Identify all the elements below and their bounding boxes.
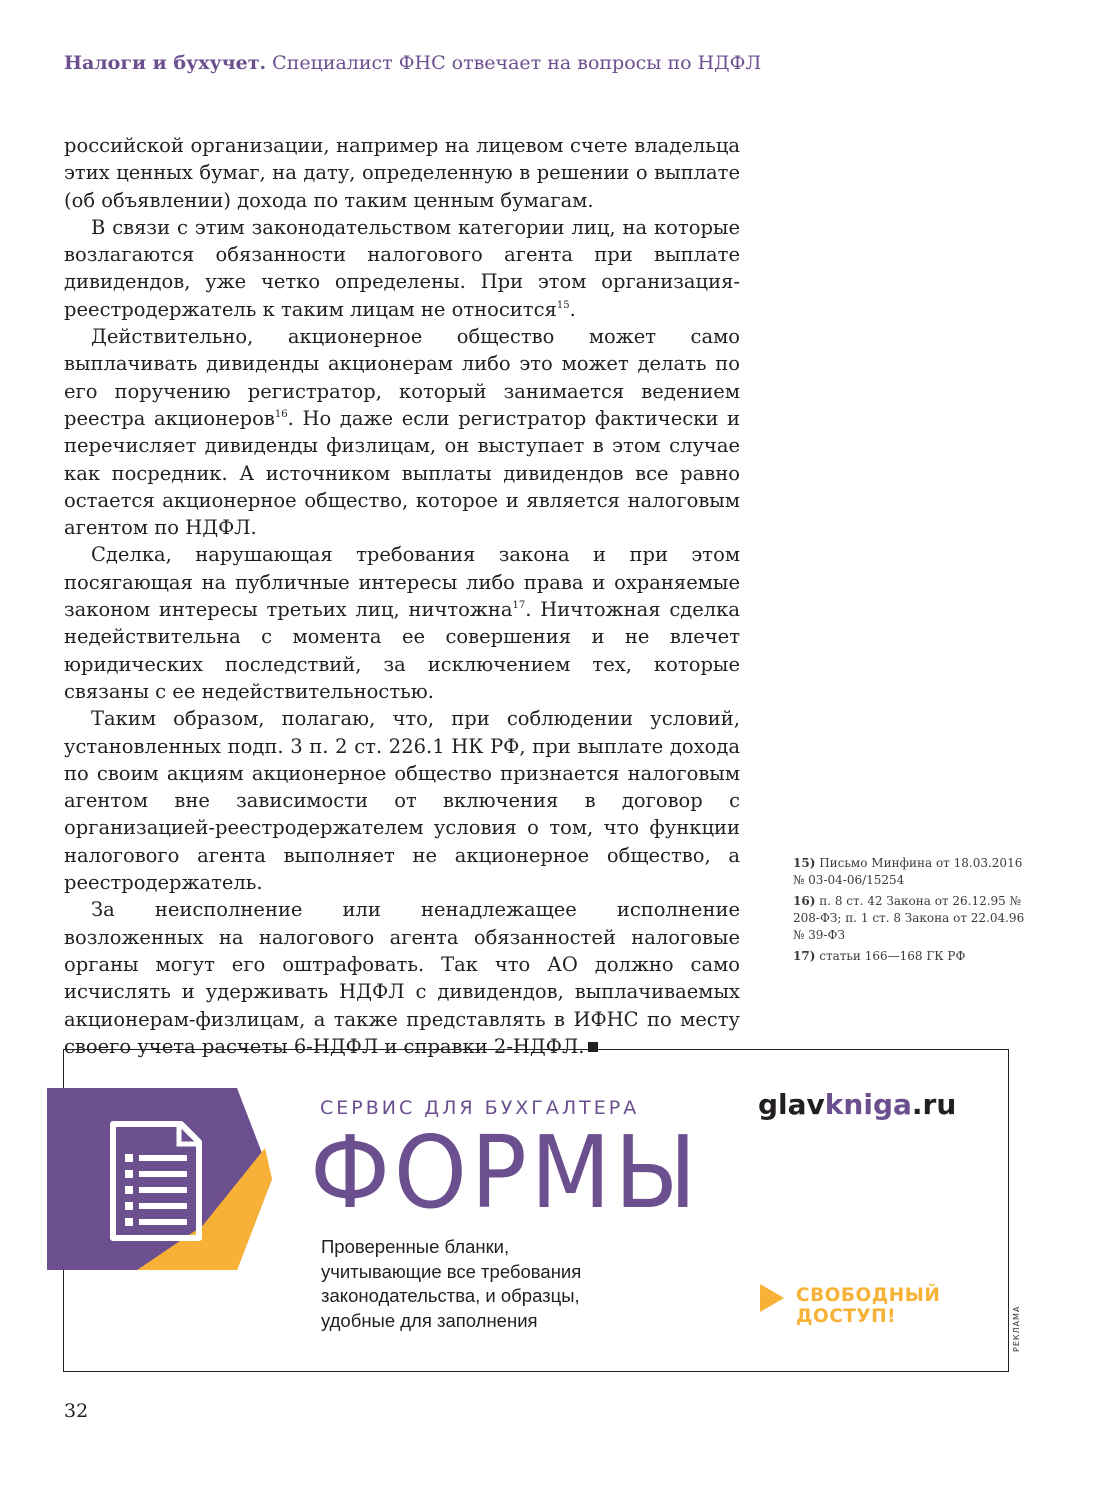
footnote-ref-16: 16: [274, 408, 288, 420]
header-title: Специалист ФНС отвечает на вопросы по НДФЛ: [272, 52, 762, 74]
site-part-kniga: kniga: [824, 1088, 912, 1121]
paragraph-1: российской организации, например на лицевом счете владельца этих ценных бумаг, на дату, определенную в решении о выплате (об объявлении) дохода по таким ценным бумагам.: [64, 134, 740, 212]
cta-line-2: ДОСТУП!: [796, 1306, 897, 1327]
forms-logo-graphic: [47, 1088, 277, 1270]
ad-title: ФОРМЫ: [310, 1114, 701, 1231]
footnote-number: 15): [793, 856, 816, 870]
site-part-ru: .ru: [911, 1088, 957, 1121]
footnote-17: [793, 948, 1033, 965]
header-section: Налоги и бухучет.: [64, 52, 267, 74]
footnote-text: п. 8 ст. 42 Закона от 26.12.95 № 208-ФЗ; п. 1 ст. 8 Закона от 22.04.96 № 39-ФЗ: [793, 894, 1025, 942]
play-arrow-icon: [760, 1284, 784, 1312]
ad-description-line: законодательства, и образцы,: [321, 1285, 580, 1306]
paragraph-6-text: За неисполнение или ненадлежащее исполнение возложенных на налогового агента обязанностей налоговые органы могут его оштрафовать. Так что АО должно само исчислять и удерживать НДФЛ с дивидендов, выплачиваемых акционерам-физлицам, а также представлять в ИФНС по месту своего учета расчеты 6-НДФЛ и справки 2-НДФЛ.: [64, 898, 740, 1058]
ad-description: [321, 1235, 661, 1333]
paragraph-2-text: В связи с этим законодательством категории лиц, на которые возлагаются обязанности налогового агента при выплате дивидендов, уже четко определены. При этом организация-реестродержатель к таким лицам не относится: [64, 215, 740, 321]
ad-description-line: удобные для заполнения: [321, 1309, 538, 1331]
footnote-15: [793, 855, 1033, 889]
paragraph-3-text-a: Действительно, акционерное общество может само выплачивать дивиденды акционерам либо это может делать по его поручению регистратор, который занимается ведением реестра акционеров: [64, 325, 740, 430]
free-access-cta[interactable]: [796, 1285, 940, 1327]
article-body: [64, 132, 740, 1060]
page-number: 32: [64, 1400, 89, 1422]
footnote-text: статьи 166—168 ГК РФ: [819, 949, 966, 963]
footnote-ref-15: 15: [556, 299, 570, 311]
footnote-number: 16): [793, 894, 816, 908]
paragraph-3: [64, 323, 740, 541]
footnotes: [793, 855, 1033, 969]
footnote-16: [793, 893, 1033, 944]
paragraph-4-text-a: Сделка, нарушающая требования закона и при этом посягающая на публичные интересы либо права и охраняемые законом интересы третьих лиц, ничтожна: [64, 543, 740, 622]
footnote-number: 17): [793, 949, 816, 963]
footnote-text: Письмо Минфина от 18.03.2016 № 03-04-06/15254: [793, 856, 1023, 887]
ad-subtitle: СЕРВИС ДЛЯ БУХГАЛТЕРА: [320, 1097, 640, 1119]
site-part-glav: glav: [758, 1088, 825, 1121]
advertisement-label: РЕКЛАМА: [1012, 1305, 1021, 1352]
cta-line-1: СВОБОДНЫЙ: [796, 1285, 941, 1306]
footnote-ref-17: 17: [512, 600, 526, 612]
paragraph-3-text-b: . Но даже если регистратор фактически и перечисляет дивиденды физлицам, он выступает в этом случае как посредник. А источником выплаты дивидендов все равно остается акционерное общество, которое и является налоговым агентом по НДФЛ.: [64, 406, 741, 540]
paragraph-4: [64, 541, 740, 705]
ad-description-line: Проверенные бланки,: [321, 1236, 510, 1257]
ad-description-line: учитывающие все требования: [321, 1260, 582, 1282]
running-header: [64, 52, 761, 74]
ad-site-link[interactable]: [758, 1088, 956, 1121]
paragraph-5: Таким образом, полагаю, что, при соблюдении условий, установленных подп. 3 п. 2 ст. 226.1 НК РФ, при выплате дохода по своим акциям акционерное общество признается налоговым агентом вне зависимости от включения в договор с организацией-реестродержателем условия о том, что функции налогового агента выполняет не акционерное общество, а реестродержатель.: [64, 707, 740, 895]
paragraph-6: [64, 896, 740, 1060]
paragraph-4-text-b: . Ничтожная сделка недействительна с момента ее совершения и не влечет юридических последствий, за исключением тех, которые связаны с ее недействительностью.: [64, 598, 740, 703]
paragraph-2: В связи с этим законодательством категории лиц, на которые возлагаются обязанности налогового агента при выплате дивидендов, уже четко определены. При этом организация-реестродержатель к таким лицам не относится$^{15}$.: [64, 215, 740, 321]
